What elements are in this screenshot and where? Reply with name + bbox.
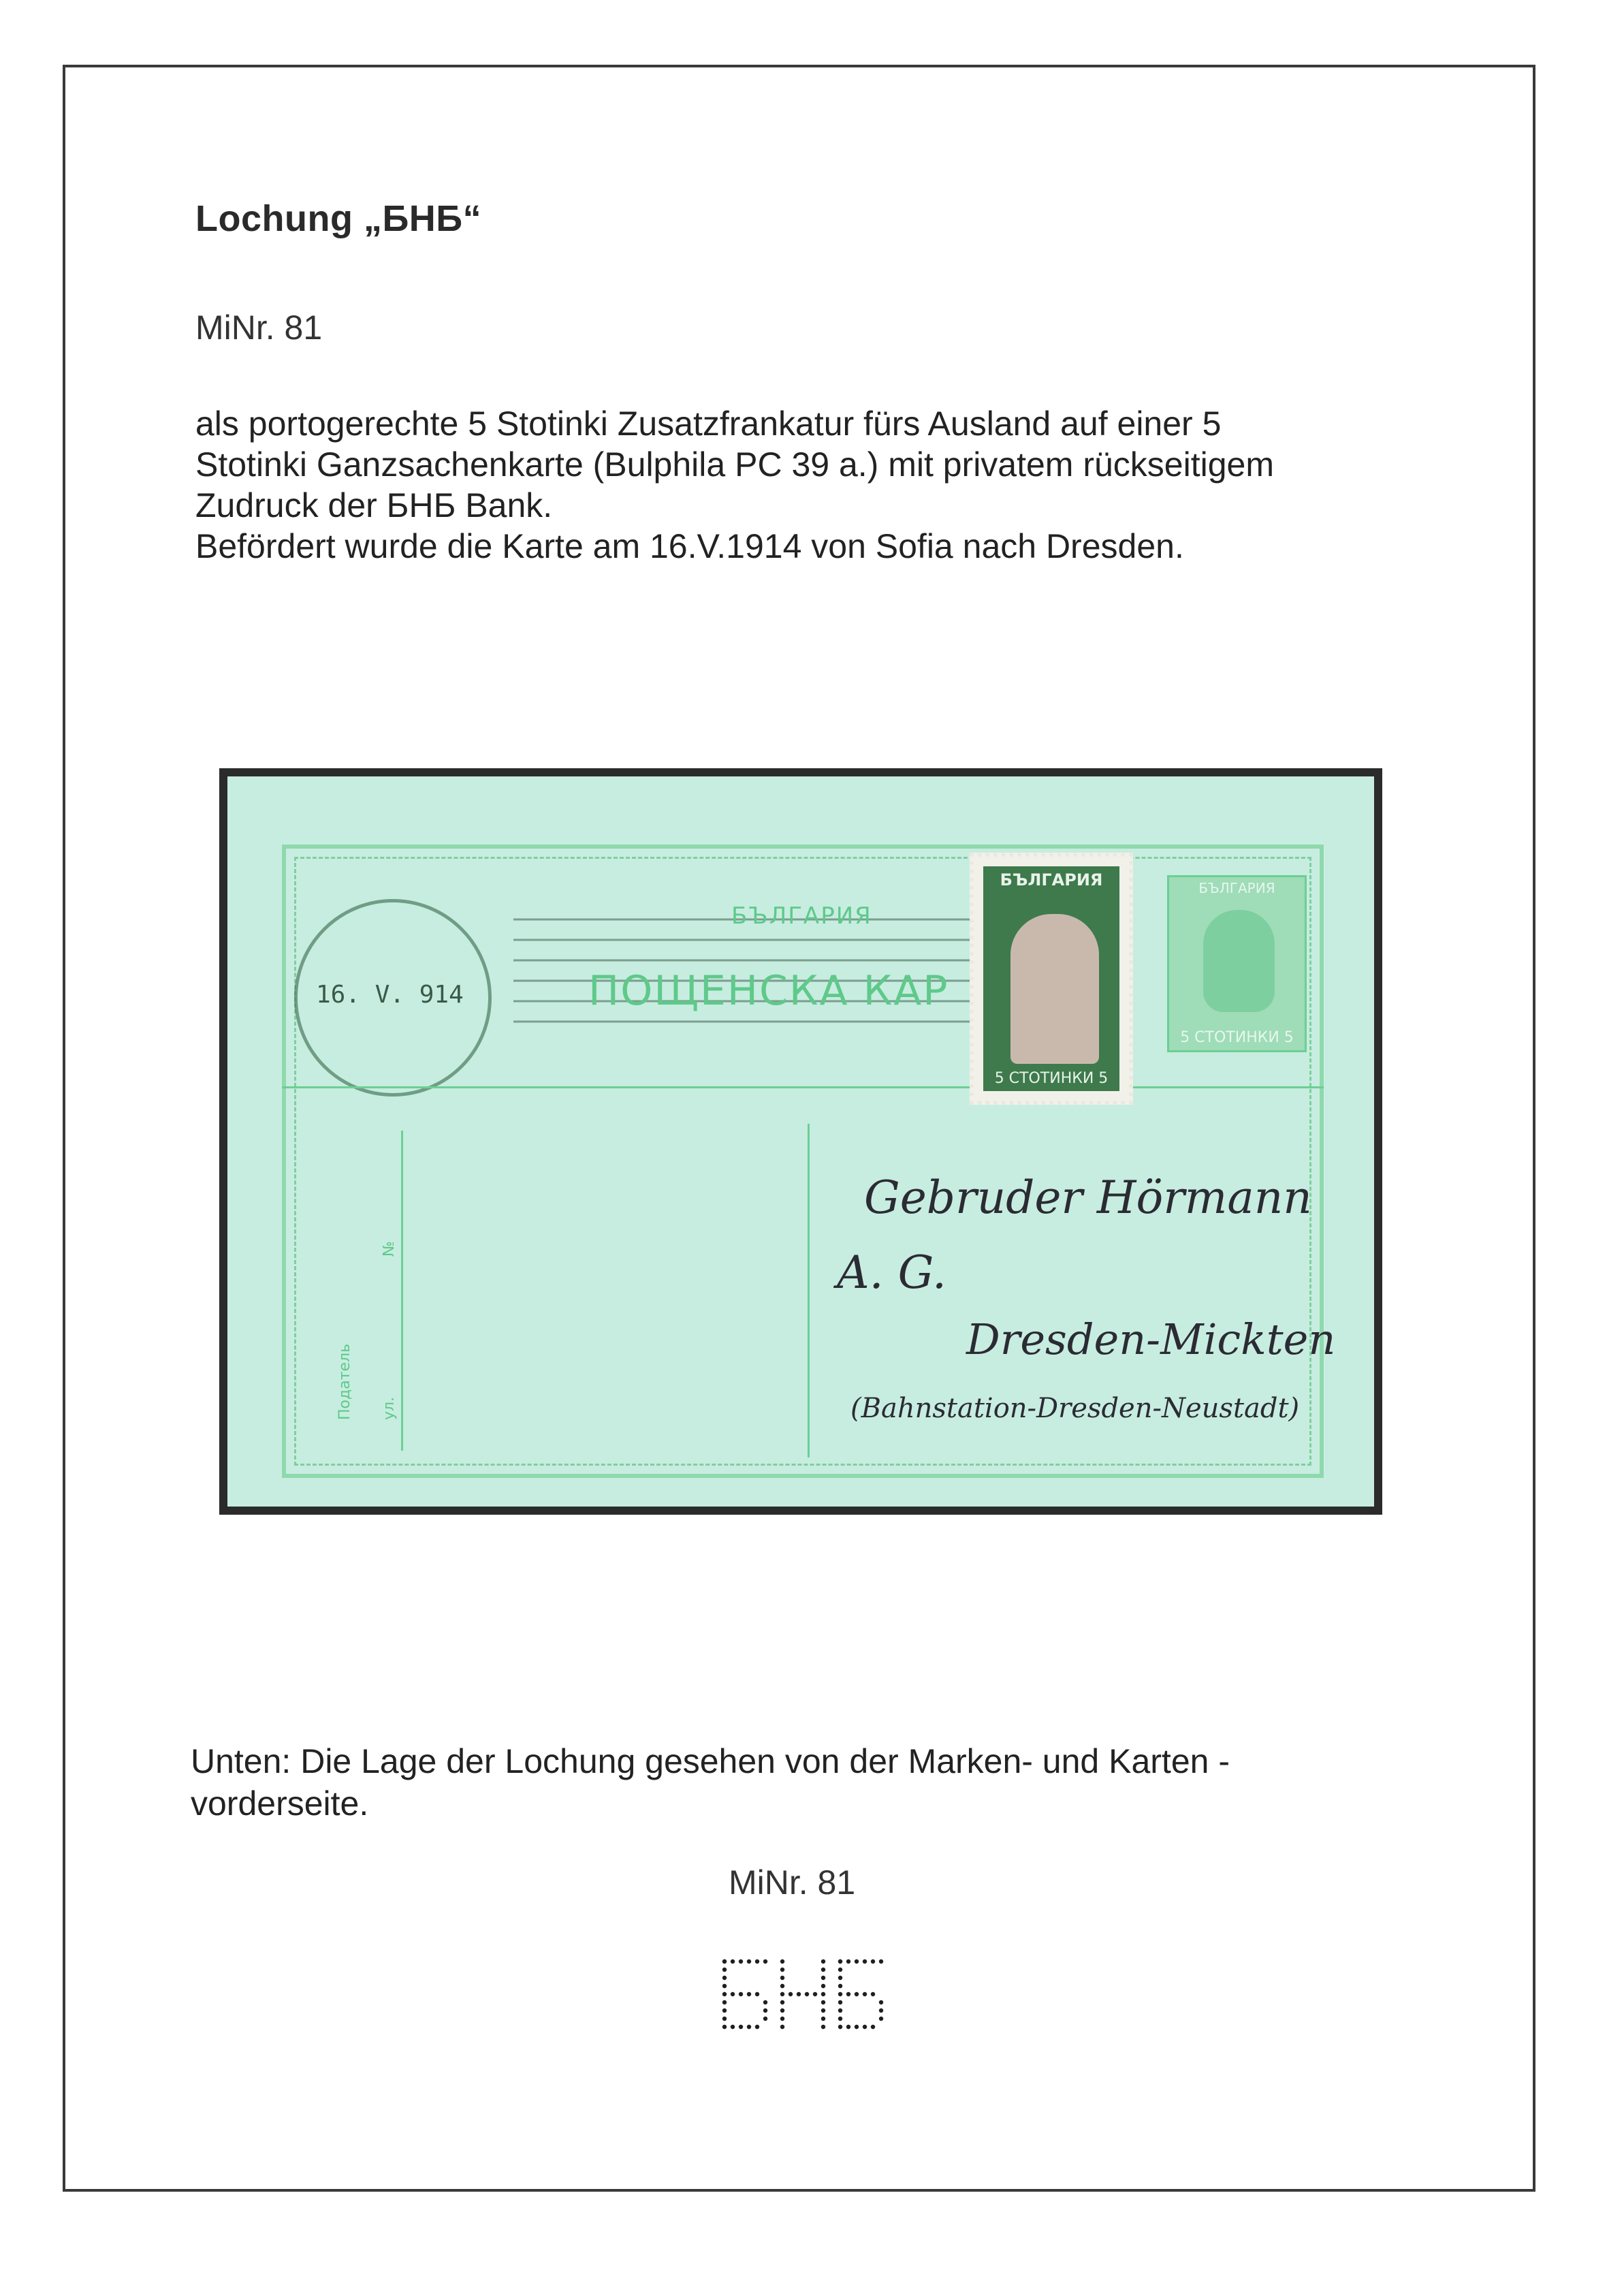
perforation-dot — [722, 1968, 727, 1972]
perforation-dot — [838, 1984, 842, 1988]
caption-line: Unten: Die Lage der Lochung gesehen von der Marken- und Karten - — [191, 1742, 1230, 1780]
perforation-dot — [731, 1992, 735, 1996]
perforation-dot — [763, 2017, 767, 2021]
description-line: Stotinki Ganzsachenkarte (Bulphila PC 39 a.) mit privatem rückseitigem — [195, 445, 1274, 484]
perforation-dot — [722, 2008, 727, 2013]
address-line: (Bahnstation-Dresden-Neustadt) — [850, 1393, 1300, 1424]
perforation-dot — [722, 2017, 727, 2021]
perforation-dot — [813, 1992, 817, 1996]
perforation-dot — [821, 2025, 825, 2029]
perforation-dot — [879, 2008, 883, 2013]
stamp-country: БЪЛГАРИЯ — [1000, 870, 1103, 889]
perforation-dot — [722, 1959, 727, 1964]
address-line: Dresden-Mickten — [966, 1314, 1336, 1364]
perforation-dot — [747, 2025, 751, 2029]
perforation-dot — [763, 2000, 767, 2004]
perforation-dot — [821, 1976, 825, 1980]
sender-column-line — [401, 1131, 403, 1451]
perforation-dot — [821, 1984, 825, 1988]
card-country-label: БЪЛГАРИЯ — [731, 902, 872, 930]
perforation-dot — [838, 1968, 842, 1972]
perforation-dot — [863, 1959, 867, 1964]
address-line: Gebruder Hörmann — [864, 1171, 1312, 1224]
description-line: Befördert wurde die Karte am 16.V.1914 von Sofia nach Dresden. — [195, 527, 1184, 565]
address-line: A. G. — [837, 1246, 946, 1299]
perforation-dot — [846, 1959, 850, 1964]
perforation-dot — [722, 1976, 727, 1980]
perforation-dot — [755, 2025, 759, 2029]
catalog-number-top: MiNr. 81 — [195, 309, 323, 347]
description-text — [195, 403, 1489, 567]
perforation-dot — [797, 1992, 801, 1996]
perforation-dot — [722, 2025, 727, 2029]
perforation-dot — [780, 1984, 784, 1988]
indicium-country: БЪЛГАРИЯ — [1198, 880, 1275, 896]
description-line: Zudruck der БНБ Bank. — [195, 486, 553, 524]
perforation-dot — [780, 2000, 784, 2004]
perforation-pattern-icon — [718, 1955, 889, 2036]
sender-label: Податель — [336, 1343, 353, 1420]
perforation-dot — [789, 1992, 793, 1996]
perforation-dot — [780, 2017, 784, 2021]
stamp-portrait-icon — [1010, 914, 1099, 1064]
perforation-dot — [838, 2000, 842, 2004]
perforation-dot — [838, 1976, 842, 1980]
perforation-dot — [780, 1992, 784, 1996]
perforation-dot — [722, 1984, 727, 1988]
card-title: ПОЩЕНСКА КАР — [588, 967, 949, 1015]
stamp-frame — [983, 866, 1119, 1091]
perforation-dot — [838, 2008, 842, 2013]
perforation-dot — [722, 2000, 727, 2004]
perforation-dot — [879, 1959, 883, 1964]
perforation-dot — [838, 2017, 842, 2021]
perforation-dot — [871, 1992, 875, 1996]
perforation-dot — [780, 1976, 784, 1980]
perforation-dot — [838, 1992, 842, 1996]
perforation-dot — [855, 1959, 859, 1964]
indicium-value: 5 СТОТИНКИ 5 — [1180, 1029, 1294, 1046]
perforation-dot — [731, 2025, 735, 2029]
perforation-dot — [739, 1992, 743, 1996]
perforation-dot — [871, 1959, 875, 1964]
address-divider-line — [808, 1124, 810, 1457]
perforation-dot — [755, 1992, 759, 1996]
postmark-date: 16. V. 914 — [316, 981, 464, 1009]
postage-stamp — [970, 853, 1133, 1105]
perforation-dot — [747, 1959, 751, 1964]
page-title: Lochung „БНБ“ — [195, 198, 482, 239]
postcard — [227, 776, 1374, 1507]
caption-line: vorderseite. — [191, 1784, 369, 1823]
perforation-dot — [855, 1992, 859, 1996]
perforation-dot — [821, 2008, 825, 2013]
perforation-dot — [780, 2025, 784, 2029]
perforation-dot — [821, 1992, 825, 1996]
perforation-dot — [863, 2025, 867, 2029]
perforation-dot — [755, 1959, 759, 1964]
number-label: № — [381, 1241, 398, 1257]
perforation-dot — [780, 1968, 784, 1972]
perforation-dot — [879, 2000, 883, 2004]
street-label: ул. — [381, 1396, 398, 1420]
divider-line — [282, 1086, 1324, 1088]
perforation-dot — [805, 1992, 809, 1996]
perforation-dot — [821, 1968, 825, 1972]
perforation-dot — [871, 2025, 875, 2029]
perforation-dot — [855, 2025, 859, 2029]
perforation-dot — [863, 1992, 867, 1996]
perforation-dot — [780, 2008, 784, 2013]
perforation-dot — [846, 2025, 850, 2029]
perforation-dot — [747, 1992, 751, 1996]
perforation-dot — [838, 2025, 842, 2029]
stamp-value: 5 СТОТИНКИ 5 — [994, 1070, 1109, 1087]
perforation-dot — [821, 1959, 825, 1964]
perforation-dot — [739, 1959, 743, 1964]
perforation-dot — [879, 2017, 883, 2021]
perforation-dot — [763, 2008, 767, 2013]
description-line: als portogerechte 5 Stotinki Zusatzfrankatur fürs Ausland auf einer 5 — [195, 405, 1222, 443]
perforation-dot — [731, 1959, 735, 1964]
printed-indicium — [1167, 875, 1307, 1052]
perforation-dot — [739, 2025, 743, 2029]
perforation-dot — [821, 2017, 825, 2021]
perforation-caption — [191, 1740, 1437, 1825]
perforation-dot — [846, 1992, 850, 1996]
perforation-dot — [780, 1959, 784, 1964]
postcard-photo — [219, 768, 1382, 1515]
perforation-dot — [821, 2000, 825, 2004]
catalog-number-bottom: MiNr. 81 — [729, 1863, 856, 1902]
indicium-portrait-icon — [1203, 910, 1275, 1012]
perforation-dot — [838, 1959, 842, 1964]
perforation-dot — [722, 1992, 727, 1996]
perforation-dot — [763, 1959, 767, 1964]
